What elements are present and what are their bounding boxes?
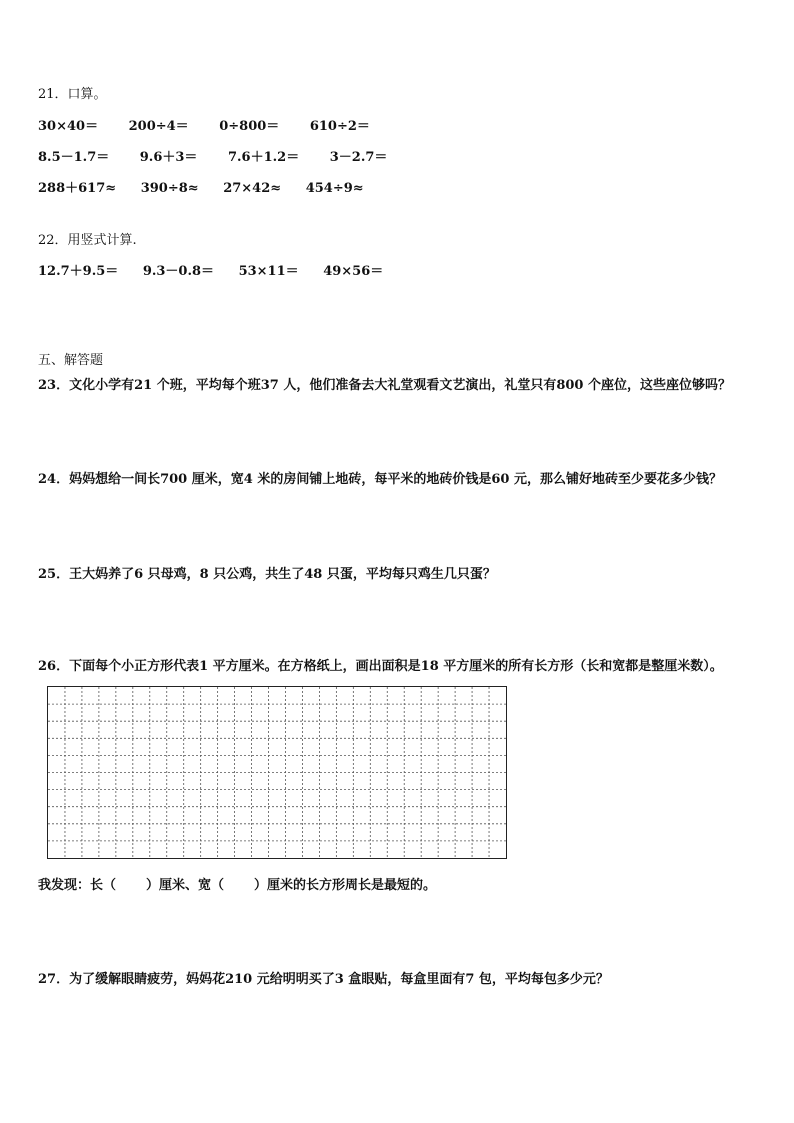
expression: 30×40＝ [38, 119, 99, 134]
section-heading: 五、解答题 [38, 353, 104, 368]
q21-row3 [38, 177, 384, 196]
q21-row2 [38, 146, 413, 165]
expression: 288＋617≈ [38, 181, 117, 196]
grid-lines [48, 687, 506, 858]
expression: 3－2.7＝ [329, 150, 388, 165]
expression: 0÷800＝ [219, 119, 280, 134]
q26-finding [38, 874, 436, 893]
q21-title: 21．口算。 [38, 87, 107, 102]
q22-title: 22．用竖式计算. [38, 233, 137, 248]
expression: 12.7＋9.5＝ [38, 264, 119, 279]
grid-paper [47, 686, 507, 859]
expression: 9.6＋3＝ [139, 150, 198, 165]
expression: 27×42≈ [223, 181, 282, 196]
question-23: 23．文化小学有21 个班，平均每个班37 人，他们准备去大礼堂观看文艺演出，礼堂只有800 个座位，这些座位够吗？ [38, 378, 731, 393]
finding-text: 我发现：长（ [38, 878, 117, 893]
q22-row [38, 260, 403, 279]
expression: 200÷4＝ [128, 119, 189, 134]
question-27: 27．为了缓解眼睛疲劳，妈妈花210 元给明明买了3 盒眼贴，每盒里面有7 包，平均每包多少元？ [38, 972, 609, 987]
q21-row1 [38, 115, 396, 134]
finding-text: ）厘米、宽（ [146, 878, 225, 893]
expression: 53×11＝ [238, 264, 299, 279]
question-24: 24．妈妈想给一间长700 厘米，宽4 米的房间铺上地砖，每平米的地砖价钱是60 元，那么铺好地砖至少要花多少钱？ [38, 472, 722, 487]
question-26: 26．下面每个小正方形代表1 平方厘米。在方格纸上，画出面积是18 平方厘米的所有长方形（长和宽都是整厘米数）。 [38, 659, 723, 674]
question-25: 25．王大妈养了6 只母鸡，8 只公鸡，共生了48 只蛋，平均每只鸡生几只蛋？ [38, 567, 496, 582]
expression: 49×56＝ [323, 264, 384, 279]
expression: 454÷9≈ [305, 181, 364, 196]
expression: 8.5－1.7＝ [38, 150, 110, 165]
expression: 9.3－0.8＝ [142, 264, 215, 279]
expression: 390÷8≈ [140, 181, 199, 196]
expression: 610÷2＝ [309, 119, 370, 134]
expression: 7.6＋1.2＝ [227, 150, 300, 165]
finding-text: ）厘米的长方形周长是最短的。 [254, 878, 437, 893]
